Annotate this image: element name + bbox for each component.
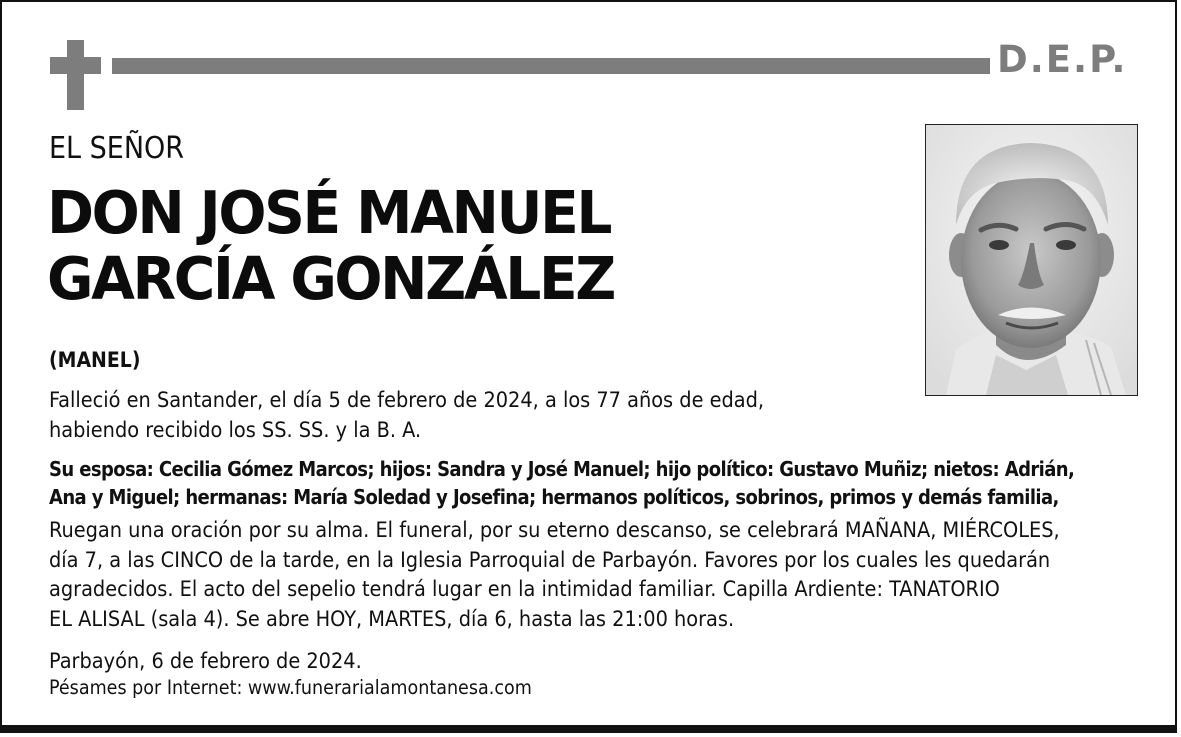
portrait-illustration: [926, 125, 1137, 395]
death-notice-text: Falleció en Santander, el día 5 de febrero de 2024, a los 77 años de edad, habiendo recibido los SS. SS. y la B. A.: [49, 388, 765, 443]
deceased-nickname: (MANEL): [49, 348, 141, 372]
deceased-name-line-1: DON JOSÉ MANUEL: [47, 178, 611, 247]
dep-label: D.E.P.: [997, 38, 1128, 81]
cross-horizontal-bar: [50, 57, 101, 74]
honorific: EL SEÑOR: [49, 131, 185, 166]
place-and-date: Parbayón, 6 de febrero de 2024.: [49, 649, 362, 674]
cross-vertical-bar: [67, 40, 84, 110]
deceased-name: [47, 180, 614, 312]
deceased-portrait: [925, 124, 1138, 396]
funeral-details: Ruegan una oración por su alma. El funeral, por su eterno descanso, se celebrará MAÑANA, MIÉRCOLES, día 7, a las CINCO de la tarde, en la Iglesia Parroquial de Parbayón. Favores por los cuales les quedarán agradecidos. El acto del sepelio tendrá lugar en la intimidad familiar. Capilla Ardiente: TANATORIO EL ALISAL (sala 4). Se abre HOY, MARTES, día 6, hasta las 21:00 horas.: [49, 518, 1060, 632]
header-rule: [112, 58, 990, 74]
family-list: Su esposa: Cecilia Gómez Marcos; hijos: Sandra y José Manuel; hijo político: Gustavo Muñiz; nietos: Adrián, Ana y Miguel; hermanas: María Soledad y Josefina; hermanos políticos, sobrinos, primos y demás familia,: [49, 457, 1075, 509]
condolences-website: Pésames por Internet: www.funerarialamontanesa.com: [49, 676, 532, 699]
deceased-name-line-2: GARCÍA GONZÁLEZ: [47, 244, 614, 313]
